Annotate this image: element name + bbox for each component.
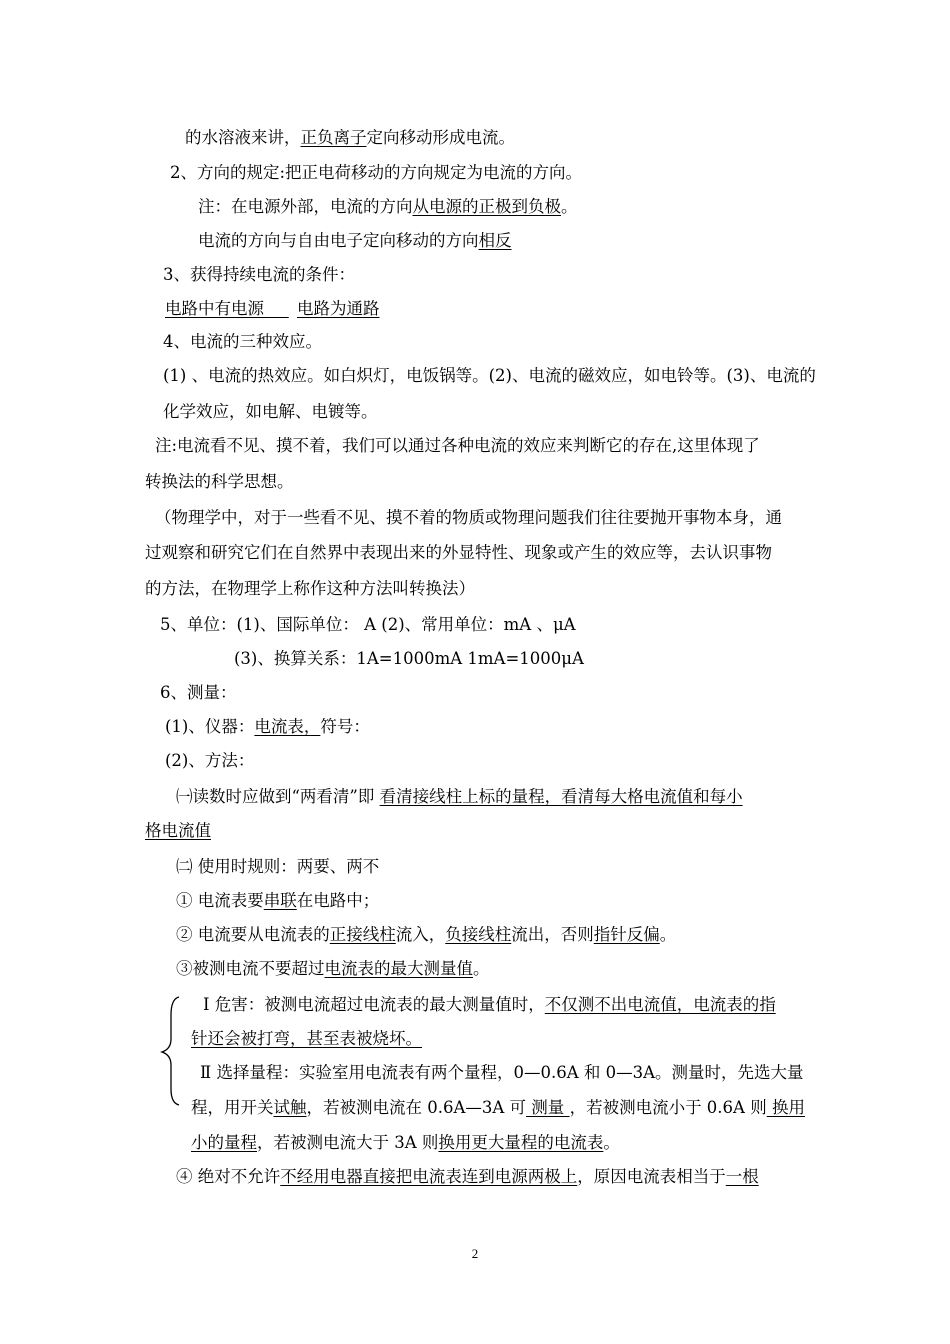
text-line: 4、电流的三种效应。 <box>163 332 322 351</box>
text: 注：在电源外部，电流的方向 <box>198 197 413 216</box>
underlined-answer: 从电源的正极到负极 <box>412 197 561 216</box>
text: ① 电流表要 <box>176 891 264 910</box>
underlined-answer: 相反 <box>478 231 512 250</box>
text-line <box>191 1097 805 1119</box>
text-line <box>203 994 776 1016</box>
text: 流出，否则 <box>511 925 594 944</box>
text: 。 <box>473 959 490 978</box>
text: ③被测电流不要超过 <box>176 959 325 978</box>
text: 。 <box>603 1133 620 1152</box>
text: 电流的方向与自由电子定向移动的方向 <box>198 231 479 250</box>
text-line <box>163 365 816 387</box>
text: 。 <box>561 197 578 216</box>
text: ，若被测电流在 0.6A—3A 可 <box>306 1098 527 1117</box>
text: ，原因电流表相当于 <box>577 1167 726 1186</box>
text: 流入， <box>395 925 446 944</box>
underlined-answer: 换用 <box>766 1098 805 1117</box>
text-line <box>176 786 743 808</box>
text-line: 3、获得持续电流的条件： <box>163 265 355 284</box>
underlined-answer: 针还会被打弯，甚至表被烧坏。 <box>191 1029 422 1048</box>
text-line <box>176 890 379 912</box>
text: ④ 绝对不允许 <box>176 1167 281 1186</box>
underlined-answer: 正接线柱 <box>329 925 396 944</box>
brace-icon <box>157 995 187 1107</box>
text-line: (3)、换算关系：1A=1000mA 1mA=1000μA <box>234 649 584 668</box>
text-line <box>176 1166 759 1188</box>
text: 注:电流看不见、摸不着，我们可以通过各种电流的效应来判断它的存在,这里体现了 <box>155 436 760 455</box>
text-line: 化学效应，如电解、电镀等。 <box>163 402 378 421</box>
text: 程，用开关 <box>191 1098 274 1117</box>
underlined-answer: 小的量程 <box>191 1133 257 1152</box>
underlined-answer: 电流表的最大测量值 <box>324 959 473 978</box>
page-number: 2 <box>471 1246 479 1261</box>
underlined-answer: 测量 <box>526 1098 570 1117</box>
text: Ⅰ 危害：被测电流超过电流表的最大测量值时， <box>203 995 545 1014</box>
underlined-answer: 不经用电器直接把电流表连到电源两极上 <box>280 1167 578 1186</box>
underlined-answer: 电路中有电源 <box>165 299 264 318</box>
text-line <box>176 958 490 980</box>
underlined-answer: 一根 <box>725 1167 759 1186</box>
text: ，若被测电流大于 3A 则 <box>257 1133 439 1152</box>
text-line: 过观察和研究它们在自然界中表现出来的外显特性、现象或产生的效应等，去认识事物 <box>145 543 772 562</box>
underlined-answer: 电路为通路 <box>297 299 380 318</box>
underlined-answer: 负接线柱 <box>445 925 512 944</box>
underlined-answer: 试触 <box>273 1098 307 1117</box>
text: 。 <box>659 925 677 944</box>
underlined-answer: 看清接线柱上标的量程，看清每大格电流值和每小 <box>379 787 743 806</box>
text: ② 电流要从电流表的 <box>176 925 330 944</box>
text-line <box>198 196 578 218</box>
text-line <box>176 924 676 946</box>
text-line: 转换法的科学思想。 <box>145 472 294 491</box>
text-line <box>165 298 380 320</box>
underlined-answer: 格电流值 <box>145 821 211 840</box>
underlined-answer: 电流表， <box>254 717 321 736</box>
text-line: 2、方向的规定:把正电荷移动的方向规定为电流的方向。 <box>170 163 583 182</box>
text: 符号： <box>320 717 370 736</box>
text: (1)、仪器： <box>165 717 255 736</box>
text-line: 5、单位：(1)、国际单位： A (2)、常用单位：mA 、μA <box>160 615 576 634</box>
text: 定向移动形成电流。 <box>366 128 515 147</box>
text: ㈠读数时应做到“两看清”即 <box>176 787 380 806</box>
text: 的水溶液来讲， <box>185 128 301 147</box>
text-line <box>191 1132 620 1154</box>
underlined-answer: 正负离子 <box>300 128 367 147</box>
text-line <box>198 230 512 252</box>
text-line: 的方法，在物理学上称作这种方法叫转换法） <box>145 579 475 598</box>
text-line <box>185 127 515 149</box>
text: (1) 、电流的热效应。如白炽灯，电饭锅等。(2)、电流的磁效应，如电铃等。(3)、电流的 <box>163 366 816 385</box>
underlined-answer: 指针反偏 <box>593 925 660 944</box>
underlined-answer: 串联 <box>263 891 297 910</box>
text-line <box>155 435 806 457</box>
text-line: (2)、方法： <box>165 751 255 770</box>
text-line: ㈡ 使用时规则：两要、两不 <box>176 857 380 876</box>
text-line <box>165 716 370 738</box>
text-line: Ⅱ 选择量程：实验室用电流表有两个量程，0—0.6A 和 0—3A。测量时，先选大量 <box>200 1063 804 1082</box>
text: 在电路中； <box>296 891 380 910</box>
text: ，若被测电流小于 0.6A 则 <box>569 1098 767 1117</box>
text-line: （物理学中，对于一些看不见、摸不着的物质或物理问题我们往往要抛开事物本身，通 <box>155 508 782 527</box>
text-line: 6、测量： <box>160 683 237 702</box>
underlined-answer: 换用更大量程的电流表 <box>438 1133 604 1152</box>
underlined-answer: 不仅测不出电流值，电流表的指 <box>544 995 776 1014</box>
